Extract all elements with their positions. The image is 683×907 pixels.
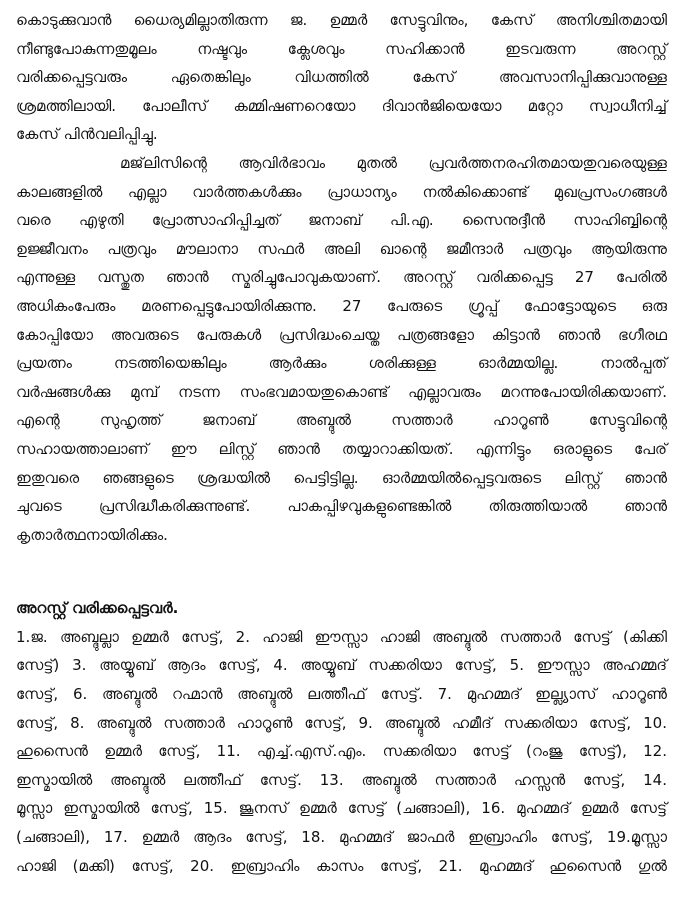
text-line: വർഷങ്ങൾക്കു മുമ്പ് നടന്ന സംഭവമായതുകൊണ്ട് എല്ലാവരും മറന്നുപോയിരിക്കയാണ്. xyxy=(16,382,667,401)
text-line: ശ്രമത്തിലായി. പോലീസ് കമ്മിഷണറെയോ ദിവാൻജിയെയോ മറ്റോ സ്വാധീനിച്ച് xyxy=(16,96,667,115)
list-line: (ചങ്ങാലി), 17. ഉമ്മർ ആദം സേട്ട്, 18. മുഹമ്മദ് ജാഫർ ഇബ്രാഹിം സേട്ട്, 19.മൂസ്സാ xyxy=(16,828,667,847)
text-line: ഇതുവരെ ഞങ്ങളുടെ ശ്രദ്ധയിൽ പെട്ടിട്ടില്ല. ഓർമ്മയിൽപ്പെട്ടവരുടെ ലിസ്റ്റ് ഞാൻ xyxy=(16,468,667,487)
text-line: എന്നുള്ള വസ്തുത ഞാൻ സ്മരിച്ചുപോവുകയാണ്. അറസ്റ്റ് വരിക്കപ്പെട്ട 27 പേരിൽ xyxy=(16,268,667,287)
paragraph-2 xyxy=(16,149,667,549)
text-line: കാലങ്ങളിൽ എല്ലാ വാർത്തകൾക്കും പ്രാധാന്യം നൽകിക്കൊണ്ട് മുഖപ്രസംഗങ്ങൾ xyxy=(16,182,667,201)
text-line: മജ്‌ലിസിന്റെ ആവിർഭാവം മുതൽ പ്രവർത്തനരഹിതമായതുവരെയുള്ള xyxy=(120,153,667,172)
text-line: വരെ എഴുതി പ്രോത്സാഹിപ്പിച്ചത് ജനാബ് പി.എ. സൈനുദ്ദീൻ സാഹിബ്ബിന്റെ xyxy=(16,211,667,230)
list-line: സേട്ട്, 8. അബ്ദുൽ സത്താർ ഹാറൂൺ സേട്ട്, 9. അബ്ദുൽ ഹമീദ് സക്കരിയാ സേട്ട്, 10. xyxy=(16,713,667,732)
text-line: സഹായത്താലാണ് ഈ ലിസ്റ്റ് ഞാൻ തയ്യാറാക്കിയത്. എന്നിട്ടും ഒരാളുടെ പേര് xyxy=(16,439,667,458)
text-line: വരിക്കപ്പെട്ടവരും ഏതെങ്കിലും വിധത്തിൽ കേസ് അവസാനിപ്പിക്കുവാനുള്ള xyxy=(16,68,667,87)
arrestee-list xyxy=(16,623,667,880)
list-line: മൂസ്സാ ഇസ്മായിൽ സേട്ട്, 15. ജൂനസ് ഉമ്മർ സേട്ട് (ചങ്ങാലി), 16. മുഹമ്മദ് ഉമ്മർ സേട്ട് xyxy=(16,799,667,818)
text-line: അധികംപേരും മരണപ്പെട്ടുപോയിരിക്കുന്നു. 27 പേരുടെ ഗ്രൂപ്പ് ഫോട്ടോയുടെ ഒരു xyxy=(16,296,667,315)
text-line: കൃതാർത്ഥനായിരിക്കും. xyxy=(16,525,168,544)
list-line: ഇസ്മായിൽ അബ്ദുൽ ലത്തീഫ് സേട്ട്. 13. അബ്ദുൽ സത്താർ ഹസ്സൻ സേട്ട്, 14. xyxy=(16,770,667,789)
spacer xyxy=(16,549,667,594)
text-line: കൊടുക്കുവാൻ ധൈര്യമില്ലാതിരുന്ന ജ. ഉമ്മർ സേട്ടുവിനും, കേസ് അനിശ്ചിതമായി xyxy=(16,11,667,29)
text-line: എന്റെ സുഹൃത്ത് ജനാബ് അബ്ദുൽ സത്താർ ഹാറൂൺ സേട്ടുവിന്റെ xyxy=(16,411,667,430)
list-line: സേട്ട്, 6. അബ്ദുൽ റഹ്മാൻ അബ്ദുൽ ലത്തീഫ് സേട്ട്. 7. മുഹമ്മദ് ഇല്ല്യാസ് ഹാറൂൺ xyxy=(16,685,667,704)
list-line: ഹുസൈൻ ഉമ്മർ സേട്ട്, 11. എച്ച്.എസ്.എം. സക്കരിയാ സേട്ട് (റംജു സേട്ട്), 12. xyxy=(16,742,667,761)
list-line: ഹാജി (മക്കി) സേട്ട്, 20. ഇബ്രാഹിം കാസം സേട്ട്, 21. മുഹമ്മദ് ഹുസൈൻ ഗുൽ xyxy=(16,856,667,875)
list-line: സേട്ട്) 3. അയ്യൂബ് ആദം സേട്ട്, 4. അയ്യൂബ് സക്കരിയാ സേട്ട്, 5. ഈസ്സാ അഹമ്മദ് xyxy=(16,656,667,675)
text-line: നീണ്ടുപോകുന്നതുമൂലം നഷ്ടവും ക്ലേശവും സഹിക്കാൻ ഇടവരുന്ന അറസ്റ്റ് xyxy=(16,39,667,58)
text-line: കേസ് പിൻവലിപ്പിച്ചു. xyxy=(16,125,158,144)
section-heading: അറസ്റ്റ് വരിക്കപ്പെട്ടവർ. xyxy=(16,599,179,618)
text-line: കോപ്പിയോ അവരുടെ പേരുകൾ പ്രസിദ്ധംചെയ്ത പത്രങ്ങളോ കിട്ടാൻ ഞാൻ ഭഗീരഥ xyxy=(16,325,667,344)
text-line: പ്രയത്നം നടത്തിയെങ്കിലും ആർക്കും ശരിക്കുള്ള ഓർമ്മയില്ല. നാൽപ്പത് xyxy=(16,354,667,373)
list-line: 1.ജ. അബ്ദുല്ലാ ഉമ്മർ സേട്ട്, 2. ഹാജി ഈസ്സാ ഹാജി അബ്ദുൽ സത്താർ സേട്ട് (കിക്കി xyxy=(16,627,667,646)
text-line: ചുവടെ പ്രസിദ്ധീകരിക്കുന്നുണ്ട്. പാകപ്പിഴവുകളുണ്ടെങ്കിൽ തിരുത്തിയാൽ ഞാൻ xyxy=(16,497,667,516)
text-line: ഉജ്ജീവനം പത്രവും മൗലാനാ സഫർ അലി ഖാന്റെ ജമീന്ദാർ പത്രവും ആയിരുന്നു xyxy=(16,239,667,258)
paragraph-1 xyxy=(16,6,667,149)
